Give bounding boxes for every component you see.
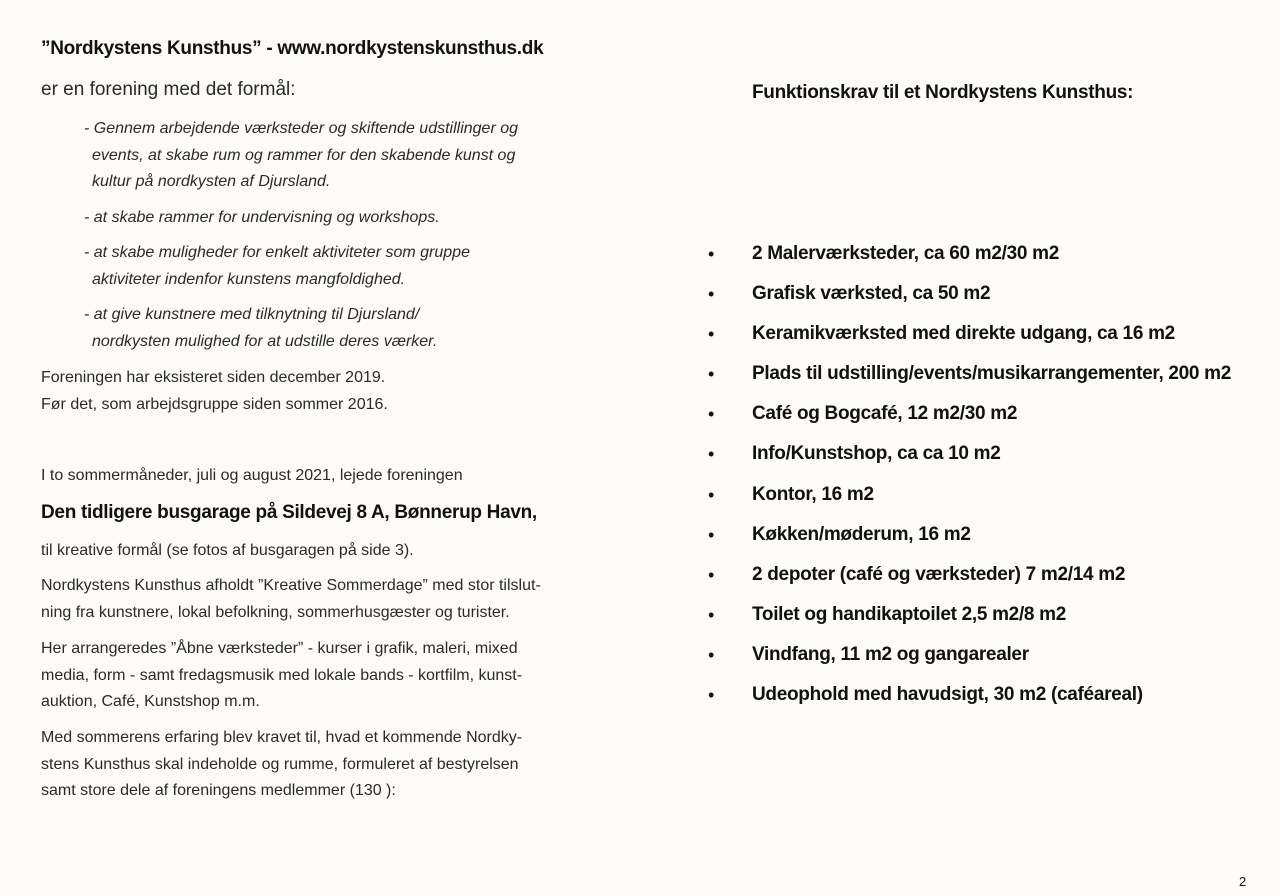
requirement-text: 2 Malerværksteder, ca 60 m2/30 m2 [752,243,1059,264]
requirement-text: Grafisk værksted, ca 50 m2 [752,283,991,305]
paragraph-activities: Her arrangeredes ”Åbne værksteder” - kurser i grafik, maleri, mixed media, form - samt fredagsmusik med lokale bands - kortfilm, kunst- auktion, Café, Kunstshop m.m. [41,640,523,710]
requirements-title: Funktionskrav til et Nordkystens Kunsthus: [752,82,1134,103]
requirement-text: Kontor, 16 m2 [752,483,874,505]
requirement-text: Udeophold med havudsigt, 30 m2 (caféareal) [752,684,1143,706]
history-text: Foreningen har eksisteret siden december 2019. Før det, som arbejdsgruppe siden sommer 2016. [41,369,388,413]
purpose-item-1: - Gennem arbejdende værksteder og skiftende udstillinger og events, at skabe rum og rammer for den skabende kunst og kultur på nordkysten af Djursland. [84,120,519,190]
requirement-item [708,320,1231,360]
requirement-text: 2 depoter (café og værksteder) 7 m2/14 m2 [752,563,1126,585]
purpose-item-3: - at skabe muligheder for enkelt aktiviteter som gruppe aktiviteter indenfor kunstens mangfoldighed. [84,244,470,288]
intro-text: er en forening med det formål: [41,79,296,100]
bullet-icon: • [708,364,715,385]
purpose-item-4: - at give kunstnere med tilknytning til Djursland/ nordkysten mulighed for at udstille deres værker. [84,306,438,350]
requirement-text: Køkken/møderum, 16 m2 [752,523,971,545]
requirement-item [708,400,1231,440]
requirement-item [708,681,1231,721]
bullet-icon: • [708,244,715,264]
requirement-item [708,240,1231,280]
requirement-text: Toilet og handikaptoilet 2,5 m2/8 m2 [752,603,1067,625]
requirement-item [708,481,1231,521]
requirement-item [708,360,1231,400]
purpose-item-2: - at skabe rammer for undervisning og workshops. [84,209,440,226]
bullet-icon: • [708,324,715,345]
requirement-text: Info/Kunstshop, ca ca 10 m2 [752,443,1001,465]
bullet-icon: • [708,524,715,545]
page-number: 2 [1239,874,1247,889]
bullet-icon: • [708,564,715,585]
requirement-item [708,601,1231,641]
requirement-text: Plads til udstilling/events/musikarrangementer, 200 m2 [752,363,1232,385]
location-heading: Den tidligere busgarage på Sildevej 8 A, Bønnerup Havn, [41,502,537,523]
requirement-item [708,561,1231,601]
bullet-icon: • [708,644,715,665]
bullet-icon: • [708,484,715,505]
summer-intro: I to sommermåneder, juli og august 2021, lejede foreningen [41,467,463,484]
bullet-icon: • [708,604,715,625]
requirement-item [708,280,1231,320]
paragraph-requirements-intro: Med sommerens erfaring blev kravet til, hvad et kommende Nordky- stens Kunsthus skal indeholde og rumme, formuleret af bestyrelsen samt store dele af foreningens medlemmer (130 ): [41,729,523,799]
bullet-icon: • [708,685,715,706]
bullet-icon: • [708,284,715,305]
bullet-icon: • [708,444,715,465]
requirement-text: Keramikværksted med direkte udgang, ca 16 m2 [752,323,1175,345]
requirement-text: Café og Bogcafé, 12 m2/30 m2 [752,403,1018,425]
bullet-icon: • [708,404,715,425]
document-title: ”Nordkystens Kunsthus” - www.nordkystenskunsthus.dk [41,38,544,59]
paragraph-sommerdage: Nordkystens Kunsthus afholdt ”Kreative Sommerdage” med stor tilslut- ning fra kunstnere, lokal befolkning, sommerhusgæster og turister. [41,577,541,621]
requirement-item [708,641,1231,681]
requirements-list [708,240,1231,721]
requirement-item [708,440,1231,480]
requirement-item [708,521,1231,561]
summer-purpose: til kreative formål (se fotos af busgaragen på side 3). [41,542,414,559]
requirement-text: Vindfang, 11 m2 og gangarealer [752,643,1029,665]
